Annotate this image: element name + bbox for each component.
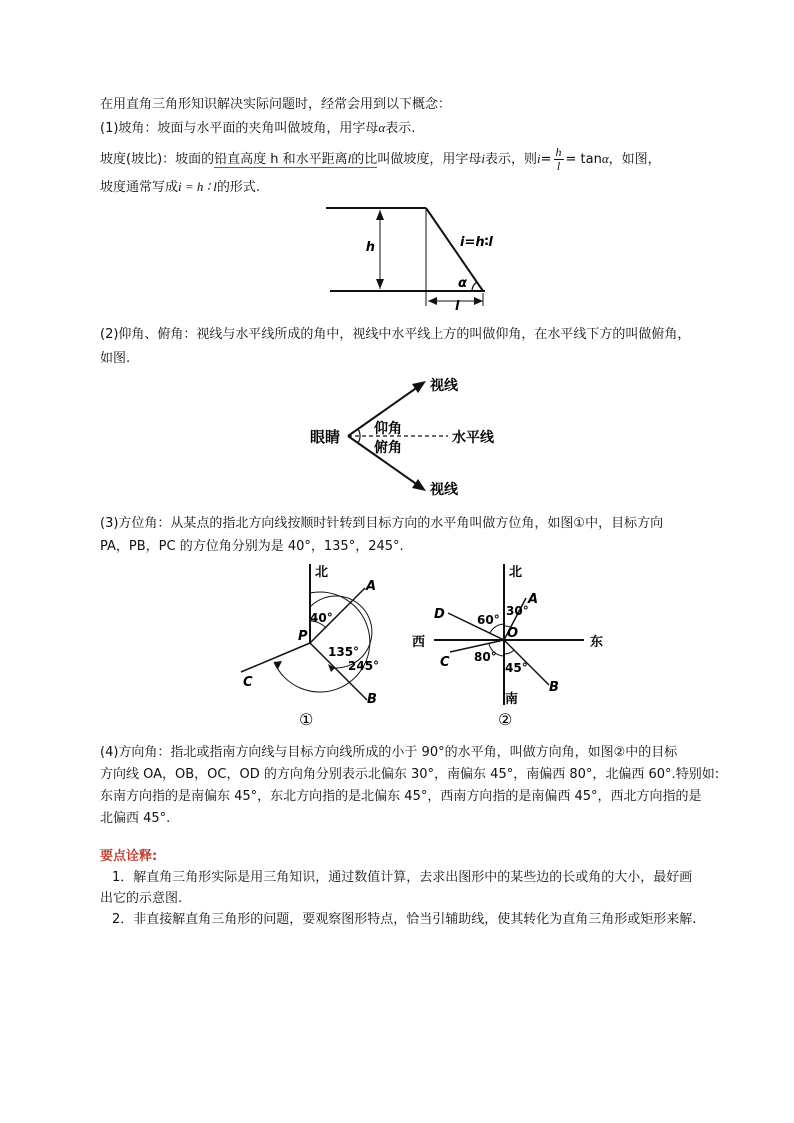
elevation-definition: (2)仰角、俯角：视线与水平线所成的角中，视线中水平线上方的叫做仰角，在水平线下方的叫做俯角， <box>100 327 691 342</box>
keypoint-2: 2．非直接解直角三角形的问题，要观察图形特点，恰当引辅助线，使其转化为直角三角形或矩形来解. <box>112 912 697 927</box>
underlined-phrase: 铅直高度 h 和水平距离l的比 <box>214 151 378 167</box>
arc-45 <box>504 650 514 654</box>
point-c-label-2: C <box>440 655 450 670</box>
angle-80-label: 80° <box>474 650 497 664</box>
point-b-label-2: B <box>549 680 559 695</box>
point-a-label-2: A <box>528 592 539 607</box>
direction-angle-line-1: (4)方向角：指北或指南方向线与目标方向线所成的小于 90°的水平角，叫做方向角，如图②中的目标 <box>100 745 678 760</box>
l-label: l <box>455 299 460 310</box>
line-pc <box>241 643 310 672</box>
elevation-angle-label: 仰角 <box>374 421 402 437</box>
point-b-label: B <box>367 692 377 707</box>
arc-245 <box>274 592 370 692</box>
angle-245-label: 245° <box>348 659 380 673</box>
direction-angle-line-4: 北偏西 45°. <box>100 811 171 826</box>
east-label: 东 <box>590 635 604 650</box>
bearing-figure-1 <box>235 560 390 732</box>
slope-ratio-form: 坡度通常写成i = h ∶ l的形式. <box>100 179 261 195</box>
up-angle-arc <box>358 429 360 436</box>
direction-angle-line-3: 东南方向指的是南偏东 45°，东北方向指的是北偏东 45°，西南方向指的是南偏西 45°，西北方向指的是 <box>100 789 702 804</box>
elevation-definition-cont: 如图. <box>100 351 131 366</box>
length-arrow-left <box>428 297 437 305</box>
figure-2-caption: ② <box>498 710 513 729</box>
alpha-arc <box>472 282 477 291</box>
height-arrow-top <box>376 210 384 220</box>
slope-ratio-definition: 坡度(坡比)：坡面的铅直高度 h 和水平距离l的比叫做坡度，用字母i表示，则i= $\frac{h}{l}$ = tanα，如图， <box>100 145 661 173</box>
north-label-2: 北 <box>509 565 523 580</box>
keypoint-1-line-1: 1．解直角三角形实际是用三角知识，通过数值计算，去求出图形中的某些边的长或角的大小，最好画 <box>112 870 693 885</box>
angle-135-label: 135° <box>328 645 360 659</box>
depression-angle-label: 俯角 <box>374 440 402 456</box>
keypoint-1-line-2: 出它的示意图. <box>100 891 183 906</box>
h-over-l-fraction: $\frac{h}{l}$ <box>555 145 562 173</box>
alpha-symbol: α <box>378 120 386 135</box>
h-label: h <box>365 240 375 255</box>
point-d-label: D <box>434 607 445 622</box>
bearing-definition: (3)方位角：从某点的指北方向线按顺时针转到目标方向的水平角叫做方位角，如图①中，目标方向 <box>100 516 664 531</box>
length-arrow-right <box>474 297 483 305</box>
eye-label: 眼睛 <box>310 428 341 446</box>
north-label: 北 <box>315 565 329 580</box>
angle-45-label: 45° <box>505 661 528 675</box>
sight-label-bottom: 视线 <box>430 482 458 498</box>
point-c-label: C <box>243 675 253 690</box>
down-angle-arc <box>358 436 360 443</box>
elevation-figure <box>300 372 520 500</box>
keypoints-heading: 要点诠释: <box>100 849 158 864</box>
upper-arrow-head <box>412 381 426 393</box>
slope-angle-definition: (1)坡角：坡面与水平面的夹角叫做坡角，用字母α表示. <box>100 120 416 136</box>
angle-30-label: 30° <box>506 604 529 618</box>
figure-1-caption: ① <box>299 710 314 729</box>
alpha-label: α <box>458 276 467 291</box>
intro-text: 在用直角三角形知识解决实际问题时，经常会用到以下概念： <box>100 97 452 112</box>
angle-60-label: 60° <box>477 613 500 627</box>
point-p-label: P <box>298 629 308 644</box>
direction-angle-line-2: 方向线 OA，OB，OC，OD 的方向角分别表示北偏东 30°，南偏东 45°，南偏西 80°，北偏西 60°.特别如: <box>100 767 720 782</box>
lower-arrow-head <box>412 479 426 491</box>
ratio-label: i=h∶l <box>460 235 493 250</box>
south-label: 南 <box>505 692 519 707</box>
bearing-definition-cont: PA，PB，PC 的方位角分别为是 40°，135°，245°. <box>100 539 404 554</box>
direction-figure-2 <box>404 560 614 732</box>
height-arrow-bottom <box>376 279 384 289</box>
west-label: 西 <box>412 635 426 650</box>
horizontal-label: 水平线 <box>452 430 494 446</box>
slope-figure <box>320 198 500 310</box>
angle-40-label: 40° <box>310 611 333 625</box>
point-a-label: A <box>366 579 377 594</box>
sight-label-top: 视线 <box>430 378 458 394</box>
point-o-label: O <box>507 626 519 641</box>
